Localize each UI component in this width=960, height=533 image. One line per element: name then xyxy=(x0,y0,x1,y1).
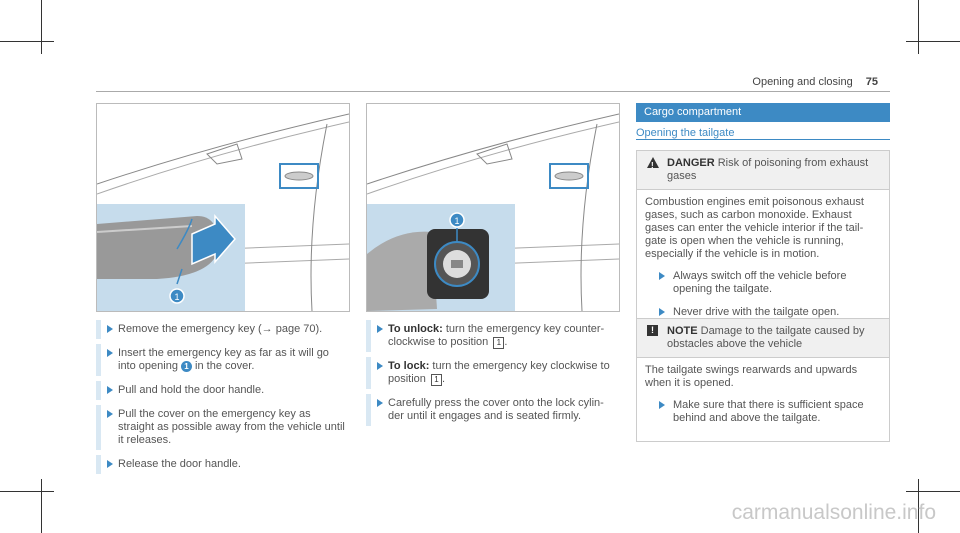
section-title: Cargo compartment xyxy=(636,103,890,122)
callout-1: 1 xyxy=(174,292,180,302)
crop-mark xyxy=(0,491,54,492)
page-number: 75 xyxy=(865,76,878,88)
callout-1: 1 xyxy=(181,361,192,372)
step-arrow-icon xyxy=(107,460,113,468)
warning-triangle-icon: ! xyxy=(647,157,659,168)
step-arrow-icon xyxy=(377,399,383,407)
danger-header: ! DANGER Risk of poisoning from exhaust gases xyxy=(637,151,889,189)
header-rule xyxy=(96,91,890,92)
step-arrow-icon xyxy=(659,308,665,316)
left-instructions xyxy=(96,323,348,482)
step-arrow-icon xyxy=(107,410,113,418)
figure-door-handle xyxy=(96,103,350,312)
note-step: Make sure that there is sufficient space behind and above the tailgate. xyxy=(645,399,881,425)
step-arrow-icon xyxy=(107,325,113,333)
callout-1: 1 xyxy=(454,216,460,226)
step-arrow-icon xyxy=(377,362,383,370)
note-text: The tailgate swings rearwards and upwards when it is opened. xyxy=(645,364,858,389)
step-unlock: To unlock: turn the emergency key counter-clockwise to position 1 . xyxy=(366,323,618,349)
crop-mark xyxy=(918,0,919,54)
note-header: ! NOTE Damage to the tailgate caused by obstacles above the vehicle xyxy=(637,319,889,357)
step-5: Release the door handle. xyxy=(96,458,348,471)
step-arrow-icon xyxy=(107,349,113,357)
step-arrow-icon xyxy=(659,401,665,409)
crop-mark xyxy=(41,0,42,54)
danger-step: Always switch off the vehicle before opening the tailgate. xyxy=(645,270,881,296)
note-box xyxy=(636,318,890,442)
step-4: Pull the cover on the emergency key as straight as possible away from the vehicle until it releases. xyxy=(96,408,348,447)
step-lock: To lock: turn the emergency key clockwise to position 1 . xyxy=(366,360,618,386)
page-header xyxy=(752,76,878,88)
section-name: Opening and closing xyxy=(752,76,853,88)
step-arrow-icon xyxy=(659,272,665,280)
danger-text: Combustion engines emit poisonous exhaust gases, such as carbon monoxide. Exhaust gases can enter the vehicle interior if the tail-gate is open when the vehicle is running, especially if the vehicle is in motion. xyxy=(645,196,864,260)
subsection-rule xyxy=(636,139,890,140)
watermark: carmanualsonline.info xyxy=(731,501,936,524)
step-arrow-icon xyxy=(107,386,113,394)
position-1-symbol: 1 xyxy=(493,337,504,349)
crop-mark xyxy=(906,491,960,492)
step-3: Pull and hold the door handle. xyxy=(96,384,348,397)
mid-instructions xyxy=(366,323,618,434)
step-press-cover: Carefully press the cover onto the lock cylin-der until it engages and is seated firmly. xyxy=(366,397,618,423)
step-2: Insert the emergency key as far as it will go into opening 1 in the cover. xyxy=(96,347,348,373)
danger-box xyxy=(636,150,890,336)
note-body xyxy=(637,357,889,441)
danger-body xyxy=(637,189,889,335)
figure-lock-cylinder xyxy=(366,103,620,312)
danger-step: Never drive with the tailgate open. xyxy=(645,306,881,319)
subsection-title: Opening the tailgate xyxy=(636,127,735,139)
crop-mark xyxy=(41,479,42,533)
step-1: Remove the emergency key (→ page 70). xyxy=(96,323,348,336)
crop-mark xyxy=(906,41,960,42)
notice-icon: ! xyxy=(647,325,658,336)
crop-mark xyxy=(0,41,54,42)
position-1-symbol: 1 xyxy=(431,374,442,386)
step-arrow-icon xyxy=(377,325,383,333)
